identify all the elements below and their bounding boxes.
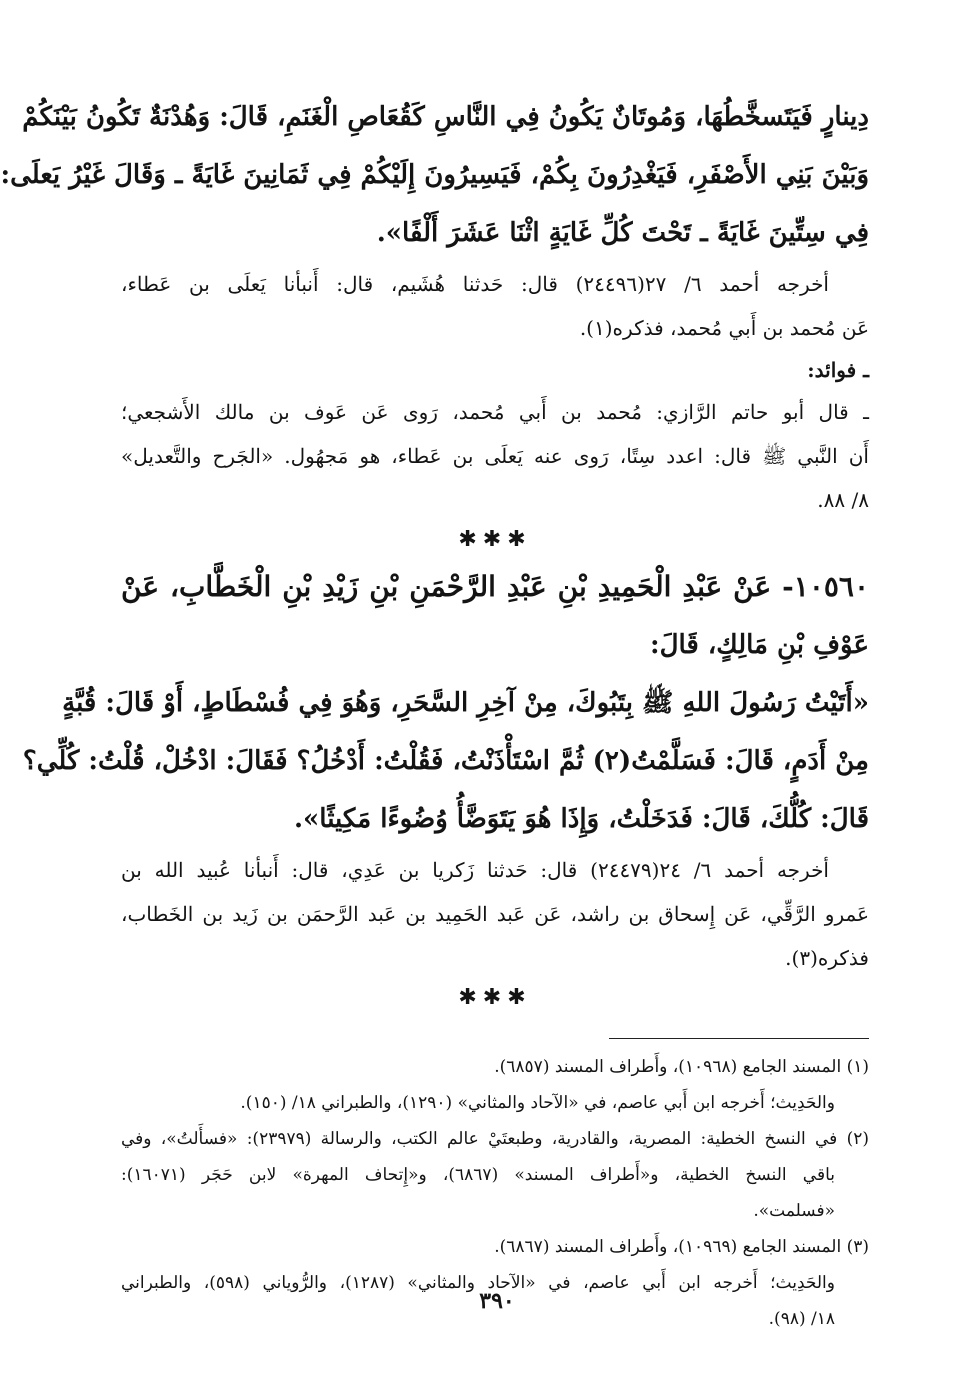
page-number: ٣٩٠ (479, 1288, 515, 1314)
text-line: مِنْ أَدَمٍ، قَالَ: فَسَلَّمْتُ(٢) ثُمَّ اسْتَأْذَنْتُ، فَقُلْتُ: أَدْخُلُ؟ فَقَالَ: ادْخُلْ، قُلْتُ: كُلِّي؟ (22, 746, 869, 776)
footnote-line: ١٨/ (٩٨). (768, 1309, 835, 1329)
text-line: «أَتَيْتُ رَسُولَ اللهِ ﷺ بِتَبُوكَ، مِنْ آخِرِ السَّحَرِ، وَهُوَ فِي فُسْطَاطٍ، أَوْ قَالَ: قُبَّةٍ (62, 688, 869, 718)
footnote-line: «فسلمت». (753, 1201, 835, 1221)
page-body (0, 88, 869, 1384)
benefits-heading: ـ فوائد: (807, 358, 869, 382)
hadith-number-line: ١٠٥٦٠- عَنْ عَبْدِ الْحَمِيدِ بْنِ عَبْدِ الرَّحْمَنِ بْنِ زَيْدِ بْنِ الْخَطَّابِ، عَنْ (121, 570, 869, 603)
text-line: وَبَيْنَ بَنِي الأَصْفَرِ، فَيَغْدِرُونَ بِكُمْ، فَيَسِيرُونَ إِلَيْكُمْ فِي ثَمَانِينَ غَايَةً ـ وَقَالَ غَيْرُ يَعلَى: (0, 160, 869, 190)
text-line: قَالَ: كُلُّكَ، قَالَ: فَدَخَلْتُ، وَإِذَا هُوَ يَتَوَضَّأُ وُضُوءًا مَكِيثًا». (293, 804, 869, 834)
text-line: ٨/ ٨٨. (817, 488, 869, 512)
hadith-10560 (22, 558, 869, 848)
footnote-line: والحَدِيث؛ أَخرجه ابن أَبي عاصم، في «الآحاد والمثاني» (١٢٩٠)، والطبراني ١٨/ (١٥٠). (240, 1093, 835, 1113)
takhrij-paragraph (121, 262, 869, 350)
text-line: عَوْفِ بْنِ مَالِكٍ، قَالَ: (650, 630, 869, 660)
takhrij-paragraph (121, 848, 869, 980)
text-line: أخرجه أحمد ٦/ ٢٧(٢٤٤٩٦) قال: حَدثنا هُشَيم، قال: أَنبأنا يَعلَى بن عَطاء، (121, 272, 829, 296)
section-separator: ✱✱✱ (458, 527, 532, 552)
benefits-paragraph (121, 390, 869, 522)
text-line: عَمرو الرَّقِّي، عَن إِسحاق بن راشد، عَن عَبد الحَمِيد بن عَبد الرَّحمَن بن زَيد بن الخَطاب، (121, 902, 869, 926)
text-line: فِي سِتِّينَ غَايَةً ـ تَحْتَ كُلِّ غَايَةٍ اثْنَا عَشَرَ أَلْفًا». (376, 218, 869, 248)
text-line: ـ قال أبو حاتم الرَّازي: مُحمد بن أَبي مُحمد، رَوى عَن عَوف بن مالك الأَشجعي؛ (121, 400, 869, 424)
section-separator: ✱✱✱ (458, 985, 532, 1010)
text-line: عَن مُحمد بن أَبي مُحمد، فذكره(١). (579, 316, 869, 340)
text-line: أخرجه أحمد ٦/ ٢٤(٢٤٤٧٩) قال: حَدثنا زَكريا بن عَدِي، قال: أَنبأنا عُبيد الله بن (121, 858, 829, 882)
footnote-line: (١) المسند الجامع (١٠٩٦٨)، وأَطراف المسند (٦٨٥٧). (494, 1057, 869, 1077)
footnote-line: والحَدِيث؛ أَخرجه ابن أَبي عاصم، في «الآحاد والمثاني» (١٢٨٧)، والرُّوياني (٥٩٨)، والطبراني (121, 1273, 835, 1293)
hadith-previous-continuation (0, 88, 869, 262)
text-line: فذكره(٣). (785, 946, 869, 970)
footnote-line: (٣) المسند الجامع (١٠٩٦٩)، وأَطراف المسند (٦٨٦٧). (494, 1237, 869, 1257)
footnote-line: باقي النسخ الخطية، و«أَطراف المسند» (٦٨٦٧)، و«إِتحاف المهرة» لابن حَجَر (١٦٠٧١): (121, 1165, 835, 1185)
footnote-divider (609, 1038, 869, 1039)
text-line: أَن النَّبي ﷺ قال: اعدد سِتًا، رَوى عنه يَعلَى بن عَطاء، هو مَجهُول. «الجَرح والتَّعديل» (121, 444, 869, 468)
text-line: دِينارٍ فَيَتَسخَّطُهَا، وَمُوتَانٌ يَكُونُ فِي النَّاسِ كَقُعَاصِ الْغَنَمِ، قَالَ: وَهُدْنَةٌ تَكُونُ بَيْنَكُمْ (22, 102, 869, 132)
footnote-line: (٢) في النسخ الخطية: المصرية، والقادرية، وطبعتَيْ عالم الكتب، والرسالة (٢٣٩٧٩): «فسأَلتُ»، وفي (121, 1129, 869, 1149)
